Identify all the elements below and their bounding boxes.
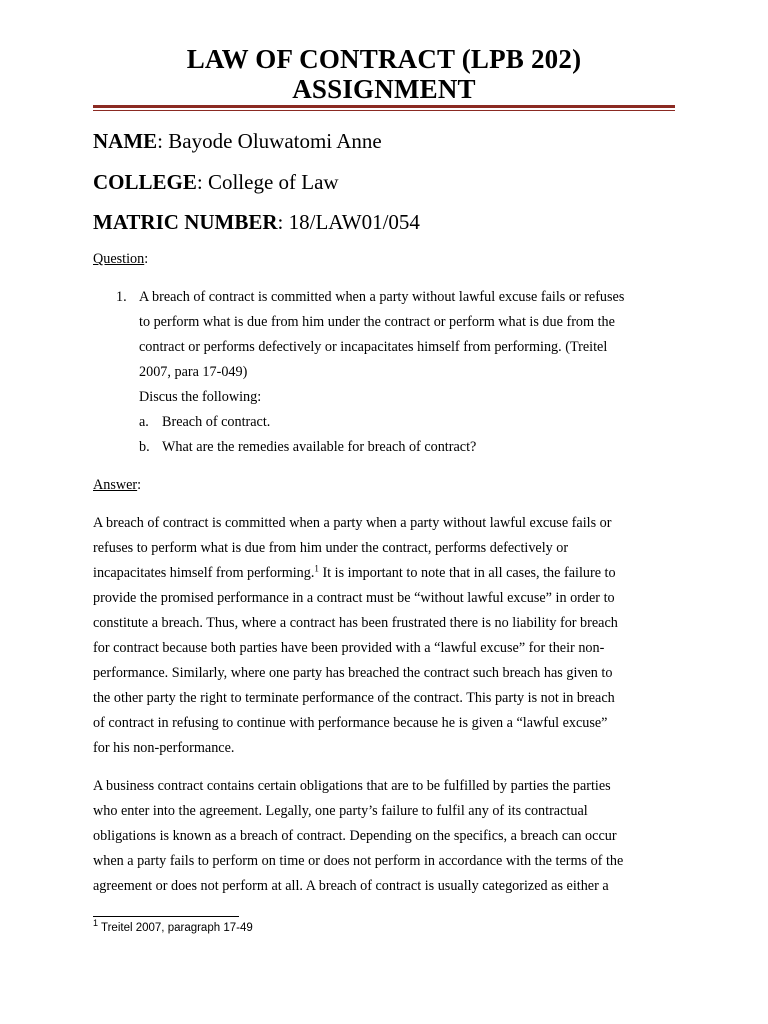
footnote bbox=[93, 918, 253, 935]
college-value: : College of Law bbox=[196, 170, 339, 194]
title-rule-thin bbox=[93, 110, 675, 111]
answer-line: for his non-performance. bbox=[93, 740, 235, 756]
answer-line: incapacitates himself from performing.$^1$ It is important to note that in all cases, the failure to bbox=[93, 563, 616, 581]
name-label: NAME bbox=[93, 129, 158, 153]
sub-item-marker: b. bbox=[139, 439, 150, 455]
matric-number-label: MATRIC NUMBER bbox=[93, 210, 278, 234]
answer-line: provide the promised performance in a contract must be “without lawful excuse” in order to bbox=[93, 590, 615, 606]
name-value: : Bayode Oluwatomi Anne bbox=[157, 129, 382, 153]
college-label: COLLEGE bbox=[93, 170, 197, 194]
footnote-text: Treitel 2007, paragraph 17-49 bbox=[98, 922, 253, 934]
answer-line: obligations is known as a breach of contract. Depending on the specifics, a breach can occur bbox=[93, 828, 617, 844]
answer-line: for contract because both parties have been provided with a “lawful excuse” for their non- bbox=[93, 640, 605, 656]
sub-item-marker: a. bbox=[139, 414, 149, 430]
matric-number-field bbox=[93, 209, 420, 235]
answer-line: who enter into the agreement. Legally, one party’s failure to fulfil any of its contractual bbox=[93, 803, 588, 819]
question-line: Discus the following: bbox=[139, 389, 262, 405]
document-title-line-1: LAW OF CONTRACT (LPB 202) bbox=[186, 44, 582, 74]
name-field bbox=[93, 128, 382, 154]
document-title-line-2: ASSIGNMENT bbox=[292, 74, 476, 104]
sub-item-text: What are the remedies available for breach of contract? bbox=[162, 439, 477, 455]
matric-number-value: : 18/LAW01/054 bbox=[277, 210, 420, 234]
sub-item-text: Breach of contract. bbox=[162, 414, 271, 430]
answer-line: performance. Similarly, where one party has breached the contract such breach has given to bbox=[93, 665, 613, 681]
question-line: 2007, para 17-049) bbox=[139, 364, 248, 380]
answer-line: when a party fails to perform on time or does not perform in accordance with the terms of the bbox=[93, 853, 624, 869]
question-heading: Question: bbox=[93, 251, 149, 267]
footnote-marker: 1 bbox=[93, 918, 99, 929]
answer-line: A breach of contract is committed when a party when a party without lawful excuse fails or bbox=[93, 515, 612, 531]
title-rule-thick bbox=[93, 105, 675, 108]
college-field bbox=[93, 169, 339, 195]
question-line: to perform what is due from him under the contract or perform what is due from the bbox=[139, 314, 615, 330]
question-line: A breach of contract is committed when a party without lawful excuse fails or refuses bbox=[139, 289, 625, 305]
footnote-reference: 1 bbox=[314, 563, 319, 574]
question-line: contract or performs defectively or incapacitates himself from performing. (Treitel bbox=[139, 339, 608, 355]
answer-line: constitute a breach. Thus, where a contract has been frustrated there is no liability for breach bbox=[93, 615, 618, 631]
answer-line: refuses to perform what is due from him under the contract, performs defectively or bbox=[93, 540, 569, 556]
answer-line: of contract in refusing to continue with performance because he is given a “lawful excuse” bbox=[93, 715, 608, 731]
answer-line: A business contract contains certain obligations that are to be fulfilled by parties the parties bbox=[93, 778, 611, 794]
question-number: 1. bbox=[116, 289, 127, 305]
footnote-separator bbox=[93, 916, 239, 917]
answer-line: the other party the right to terminate performance of the contract. This party is not in breach bbox=[93, 690, 615, 706]
answer-heading: Answer: bbox=[93, 477, 142, 493]
answer-line: agreement or does not perform at all. A breach of contract is usually categorized as either a bbox=[93, 878, 609, 894]
